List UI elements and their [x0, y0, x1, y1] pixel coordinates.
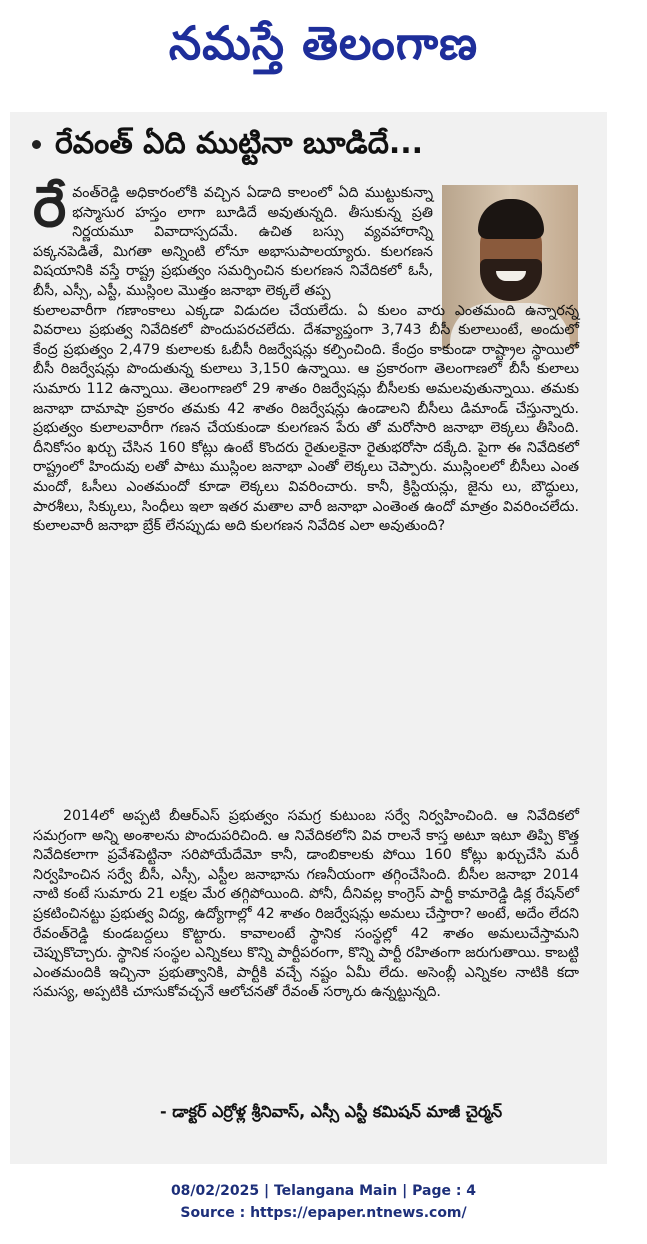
article-headline	[32, 124, 592, 164]
article-paragraph-1	[33, 175, 579, 537]
newspaper-masthead: నమస్తే తెలంగాణ	[168, 16, 479, 70]
headline-bullet-icon	[32, 140, 41, 149]
footer-edition-line: 08/02/2025 | Telangana Main | Page : 4	[170, 1183, 477, 1199]
paragraph-1-top-text: వంత్‌రెడ్డి అధికారంలోకి వచ్చిన ఏడాది కాలంలో ఏది ముట్టుకున్నా భస్మాసుర హస్తం లాగా బూడిదే అవుతున్నది. తీసుకున్న ప్రతి నిర్ణయమూ వివాదాస్పదమే. ఉచిత బస్సు వ్యవహారాన్ని పక్కనపెడితే, మిగతా అన్నింటి లోనూ అభాసుపాలయ్యారు. కులగణన విషయానికి వస్తే రాష్ట్ర ప్రభుత్వం సమర్పించిన కులగణన నివేదికలో ఓసీ, బీసీ, ఎస్సీ, ఎస్టీ, ముస్లింల మొత్తం జనాభా లెక్కలే తప్ప	[33, 185, 433, 299]
article-clipping	[10, 112, 607, 1164]
footer-source-line: Source : https://epaper.ntnews.com/	[180, 1205, 467, 1221]
author-signature: - డాక్టర్ ఎర్రోళ్ల శ్రీనివాస్, ఎస్సీ ఎస్టీ కమిషన్ మాజీ చైర్మన్	[160, 1102, 503, 1121]
paragraph-1-narrow-column	[33, 175, 433, 302]
page-footer	[0, 1180, 647, 1224]
paragraph-1-rest-text: కులాలవారీగా గణాంకాలు ఎక్కడా విడుదల చేయలేదు. ఏ కులం వారు ఎంతమంది ఉన్నారన్న వివరాలు ప్రభుత్వ నివేదికలో పొందుపరచలేదు. దేశవ్యాప్తంగా 3,743 బీసీ కులాలుంటే, అందులో కేంద్ర ప్రభుత్వం 2,479 కులాలకు ఓబీసీ రిజర్వేషన్లు కల్పించింది. కేంద్రం కాకుండా రాష్ట్రాల స్థాయిలో బీసీ రిజర్వేషన్లు పొందుతున్న కులాలు 3,150 ఉన్నాయి. ఆ ప్రకారంగా తెలంగాణలో బీసీ కులాలు సుమారు 112 ఉన్నాయి. తెలంగాణలో 29 శాతం రిజర్వేషన్లు బీసీలకు అమలవుతున్నాయి. తమకు జనాభా దామాషా ప్రకారం తమకు 42 శాతం రిజర్వేషన్లు ఉండాలని బీసీలు డిమాండ్ చేస్తున్నారు. ప్రభుత్వం కులాలవారీగా గణన చేయకుండా కులగణన పేరు తో మరోసారి జనాభా లెక్కలు తీసింది. దీనికోసం ఖర్చు చేసిన 160 కోట్లు ఉంటే కొందరు రైతులకైనా రైతుభరోసా దక్కేది. పైగా ఈ నివేదికలో రాష్ట్రంలో హిందువు లతో పాటు ముస్లింల జనాభా ఎంతో లెక్కలు చెప్పారు. ముస్లింలలో బీసీలు ఎంత మందో, ఓసీలు ఎంతమందో కూడా లెక్కలు వివరించారు. కానీ, క్రిస్టియన్లు, జైను లు, బౌద్ధులు, పారశీలు, సిక్కులు, సింధీలు ఇలా ఇతర మతాల వారీ జనాభా ఎంతెంత ఉందో మాత్రం వివరించలేదు. కులాలవారీ జనాభా బ్రేక్ లేనప్పుడు అది కులగణన నివేదిక ఎలా అవుతుంది?	[33, 302, 579, 535]
drop-cap: రే	[33, 175, 67, 240]
headline-text: రేవంత్ ఏది ముట్టినా బూడిదే...	[55, 126, 424, 161]
article-paragraph-2: 2014లో అప్పటి బీఆర్‌ఎస్ ప్రభుత్వం సమగ్ర కుటుంబ సర్వే నిర్వహించింది. ఆ నివేదికలో సమగ్రంగా అన్ని అంశాలను పొందుపరిచింది. ఆ నివేదికలోని వివ రాలనే కాస్త అటూ ఇటూ తిప్పి కొత్త నివేదికలాగా ప్రవేశపెట్టినా సరిపోయేదేమో కానీ, డాంబికాలకు పోయి 160 కోట్లు ఖర్చుచేసి మరీ నిర్వహించిన సర్వే బీసీ, ఎస్సీ, ఎస్టీల జనాభాను గణనీయంగా తగ్గించేసింది. బీసీల జనాభా 2014 నాటి కంటే సుమారు 21 లక్షల మేర తగ్గిపోయింది. పోనీ, దీనివల్ల కాంగ్రెస్ పార్టీ కామారెడ్డి డిక్ల రేషన్‌లో ప్రకటించినట్టు ప్రభుత్వ విద్య, ఉద్యోగాల్లో 42 శాతం రిజర్వేషన్లు అమలు చేస్తారా? అంటే, అదేం లేదని రేవంత్‌రెడ్డి కుండబద్దలు కొట్టారు. కావాలంటే స్థానిక సంస్థల్లో 42 శాతం అమలుచేస్తామని చెప్పుకొచ్చారు. స్థానిక సంస్థల ఎన్నికలు కొన్ని పార్టీపరంగా, కొన్ని పార్టీ రహితంగా జరుగుతాయి. కాబట్టి ఎంతమందికి ఇచ్చినా ప్రభుత్వానికి, పార్టీకి వచ్చే నష్టం ఏమీ లేదు. అసెంబ్లీ ఎన్నికల నాటికి కదా సమస్య, అప్పటికి చూసుకోవచ్చనే ఆలోచనతో రేవంత్ సర్కారు ఉన్నట్టున్నది.	[33, 808, 579, 1001]
